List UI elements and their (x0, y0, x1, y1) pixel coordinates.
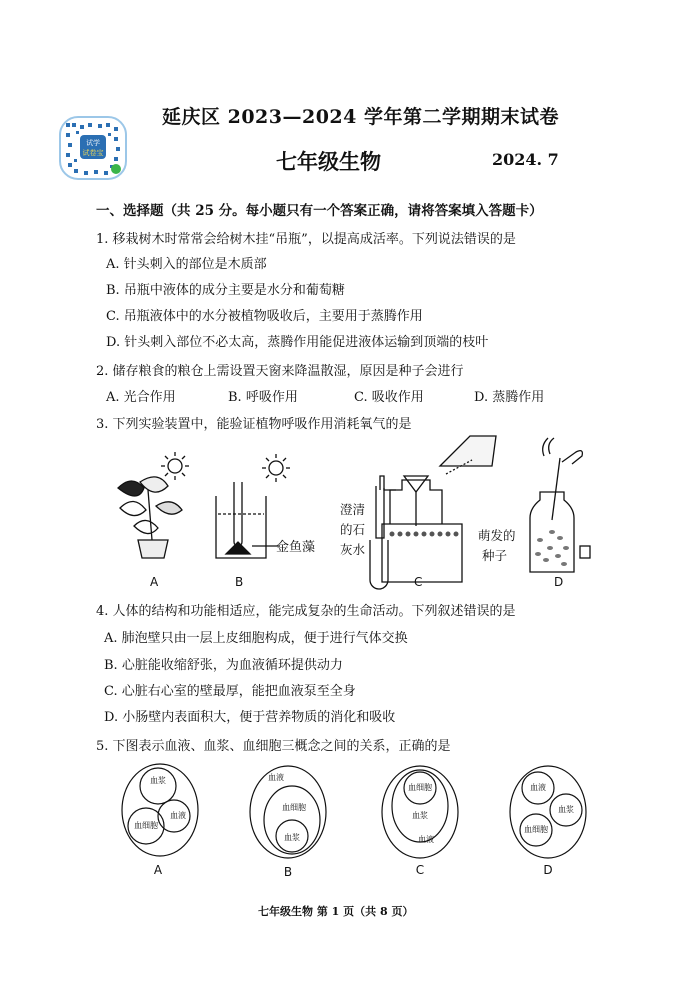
question-4-option-a: A. 肺泡壁只由一层上皮细胞构成，便于进行气体交换 (104, 631, 408, 646)
svg-text:血细胞: 血细胞 (134, 821, 158, 830)
qr-code-icon (58, 115, 128, 181)
exam-date: 2024. 7 (492, 150, 559, 169)
page-footer: 七年级生物 第 1 页（共 8 页） (258, 905, 414, 918)
question-1-stem: 1. 移栽树木时常常会给树木挂“吊瓶”，以提高成活率。下列说法错误的是 (96, 232, 516, 247)
svg-text:金鱼藻: 金鱼藻 (276, 540, 316, 555)
svg-text:血浆: 血浆 (284, 833, 300, 842)
svg-text:血液: 血液 (268, 773, 284, 782)
svg-text:澄清: 澄清 (340, 502, 366, 517)
svg-text:萌发的: 萌发的 (478, 528, 516, 543)
svg-text:血液: 血液 (170, 811, 186, 820)
svg-text:血细胞: 血细胞 (408, 783, 432, 792)
sun-icon (262, 454, 290, 482)
question-4-stem: 4. 人体的结构和功能相适应，能完成复杂的生命活动。下列叙述错误的是 (96, 604, 516, 619)
svg-text:血液: 血液 (530, 783, 546, 792)
svg-text:种子: 种子 (482, 548, 508, 563)
svg-text:A: A (150, 575, 159, 589)
venn-diagrams-figure (110, 760, 590, 885)
section-heading: 一、选择题（共 25 分。每小题只有一个答案正确，请将答案填入答题卡） (96, 203, 543, 219)
question-1-option-a: A. 针头刺入的部位是木质部 (106, 257, 267, 272)
svg-text:血浆: 血浆 (558, 805, 574, 814)
svg-text:灰水: 灰水 (340, 542, 366, 557)
question-2-option-d: D. 蒸腾作用 (474, 390, 545, 405)
svg-text:试学: 试学 (86, 139, 100, 147)
beaker-icon (216, 482, 280, 558)
svg-text:试卷宝: 试卷宝 (82, 149, 104, 157)
question-1-option-c: C. 吊瓶液体中的水分被植物吸收后，主要用于蒸腾作用 (106, 309, 423, 324)
exam-title: 延庆区 2023—2024 学年第二学期期末试卷 (162, 106, 559, 128)
exam-subject: 七年级生物 (276, 149, 381, 174)
question-4-option-c: C. 心脏右心室的壁最厚，能把血液泵至全身 (104, 684, 356, 699)
svg-text:血细胞: 血细胞 (524, 825, 548, 834)
question-2-option-c: C. 吸收作用 (354, 390, 424, 405)
question-3-stem: 3. 下列实验装置中，能验证植物呼吸作用消耗氧气的是 (96, 417, 412, 432)
svg-text:C: C (415, 863, 425, 877)
question-4-option-d: D. 小肠壁内表面积大，便于营养物质的消化和吸收 (104, 710, 396, 725)
question-5-stem: 5. 下图表示血液、血浆、血细胞三概念之间的关系，正确的是 (96, 739, 451, 754)
question-4-option-b: B. 心脏能收缩舒张，为血液循环提供动力 (104, 658, 343, 673)
experiment-apparatus-figure (100, 430, 600, 595)
question-1-option-d: D. 针头刺入部位不必太高，蒸腾作用能促进液体运输到顶端的枝叶 (106, 335, 489, 350)
question-2-option-a: A. 光合作用 (106, 390, 176, 405)
svg-text:D: D (543, 863, 553, 877)
question-2-option-b: B. 呼吸作用 (228, 390, 298, 405)
svg-text:血细胞: 血细胞 (282, 803, 306, 812)
sun-icon (161, 452, 189, 480)
svg-text:D: D (554, 575, 564, 589)
limewater-apparatus-icon (370, 436, 496, 589)
svg-text:的石: 的石 (340, 522, 366, 537)
svg-text:A: A (153, 863, 163, 877)
svg-text:血浆: 血浆 (412, 811, 428, 820)
question-2-stem: 2. 储存粮食的粮仓上需设置天窗来降温散湿，原因是种子会进行 (96, 364, 464, 379)
potted-plant-icon (118, 477, 182, 558)
svg-text:C: C (414, 575, 423, 589)
svg-text:血浆: 血浆 (150, 776, 166, 785)
svg-text:B: B (283, 865, 293, 879)
svg-text:B: B (235, 575, 244, 589)
question-1-option-b: B. 吊瓶中液体的成分主要是水分和葡萄糖 (106, 283, 345, 298)
seed-jar-icon (530, 438, 590, 572)
svg-text:血液: 血液 (418, 835, 434, 844)
